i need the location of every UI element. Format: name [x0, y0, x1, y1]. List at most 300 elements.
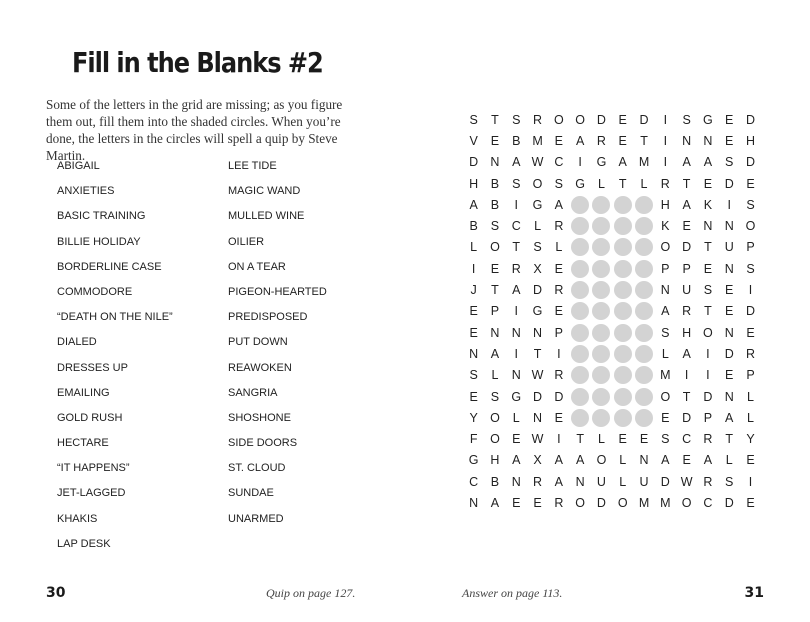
grid-letter: N — [724, 219, 734, 234]
blank-circle[interactable] — [633, 215, 654, 236]
grid-letter: W — [680, 474, 693, 489]
shaded-circle — [592, 217, 610, 235]
shaded-circle — [592, 388, 610, 406]
grid-letter: B — [490, 176, 500, 191]
blank-circle[interactable] — [591, 258, 612, 279]
word-list-item: ABIGAIL — [57, 160, 100, 172]
word-list-item: EMAILING — [57, 386, 110, 399]
grid-letter: L — [597, 432, 605, 447]
grid-letter: S — [512, 176, 521, 191]
grid-letter: D — [724, 176, 734, 191]
grid-letter: S — [725, 474, 734, 489]
shaded-circle — [614, 260, 632, 278]
word-list-item: SANGRIA — [228, 386, 278, 399]
grid-letter: M — [660, 495, 671, 510]
shaded-circle — [635, 366, 653, 384]
grid-letter: N — [511, 474, 521, 489]
grid-letter: E — [746, 453, 755, 468]
grid-letter: N — [490, 155, 500, 170]
shaded-circle — [635, 324, 653, 342]
grid-letter: R — [554, 219, 564, 234]
grid-letter: X — [533, 261, 542, 276]
grid-letter: K — [661, 219, 670, 234]
grid-letter: I — [748, 474, 753, 489]
blank-circle[interactable] — [569, 194, 590, 215]
grid-letter: I — [727, 197, 731, 212]
grid-letter: L — [619, 453, 627, 468]
grid-letter: N — [660, 283, 670, 298]
grid-letter: N — [724, 389, 734, 404]
grid-letter: H — [660, 197, 670, 212]
grid-letter: E — [725, 112, 734, 127]
shaded-circle — [592, 260, 610, 278]
grid-letter: N — [469, 346, 479, 361]
word-list-item: “DEATH ON THE NILE” — [57, 311, 173, 324]
blank-circle[interactable] — [569, 279, 590, 300]
grid-letter: T — [491, 112, 499, 127]
blank-circle[interactable] — [612, 258, 633, 279]
shaded-circle — [571, 302, 589, 320]
page-title: Fill in the Blanks #2 — [72, 46, 323, 79]
grid-letter: O — [490, 410, 500, 425]
grid-letter: E — [618, 112, 627, 127]
grid-letter: I — [684, 368, 689, 383]
grid-letter: O — [575, 112, 585, 127]
grid-letter: L — [640, 176, 648, 191]
blank-circle[interactable] — [569, 237, 590, 258]
grid-letter: A — [682, 197, 691, 212]
word-list-item: DIALED — [57, 336, 97, 349]
blank-circle[interactable] — [591, 407, 612, 428]
word-list-item: PREDISPOSED — [228, 311, 308, 324]
blank-circle[interactable] — [633, 386, 654, 407]
grid-letter: A — [661, 453, 670, 468]
shaded-circle — [592, 345, 610, 363]
grid-letter: L — [661, 346, 669, 361]
grid-letter: E — [618, 432, 627, 447]
shaded-circle — [592, 302, 610, 320]
grid-letter: U — [596, 474, 606, 489]
blank-circle[interactable] — [569, 258, 590, 279]
word-list-item: UNARMED — [228, 512, 284, 525]
grid-letter: E — [469, 325, 478, 340]
grid-letter: P — [554, 325, 563, 340]
grid-letter: G — [468, 453, 479, 468]
grid-letter: E — [512, 495, 521, 510]
grid-letter: S — [725, 155, 734, 170]
shaded-circle — [571, 345, 589, 363]
blank-circle[interactable] — [633, 322, 654, 343]
blank-circle[interactable] — [633, 407, 654, 428]
blank-circle[interactable] — [633, 343, 654, 364]
grid-letter: P — [703, 410, 713, 425]
grid-letter: W — [531, 432, 544, 447]
grid-letter: I — [663, 133, 668, 148]
grid-letter: P — [682, 261, 691, 276]
grid-letter: E — [533, 495, 542, 510]
grid-letter: R — [533, 112, 543, 127]
blank-circle[interactable] — [569, 215, 590, 236]
grid-letter: G — [511, 389, 522, 404]
word-list-column-2 — [228, 158, 327, 536]
grid-letter: T — [576, 432, 584, 447]
grid-letter: K — [703, 197, 713, 212]
grid-letter: E — [682, 453, 691, 468]
grid-letter: P — [746, 368, 755, 383]
word-list-item: SHOSHONE — [228, 411, 291, 424]
grid-letter: S — [682, 112, 691, 127]
shaded-circle — [635, 196, 653, 214]
grid-letter: T — [640, 133, 648, 148]
grid-letter: D — [660, 474, 670, 489]
grid-letter: A — [512, 453, 521, 468]
grid-letter: S — [746, 261, 755, 276]
grid-letter: I — [748, 283, 753, 298]
blank-circle[interactable] — [569, 343, 590, 364]
grid-letter: S — [469, 368, 478, 383]
blank-circle[interactable] — [591, 322, 612, 343]
grid-letter: O — [745, 219, 756, 234]
grid-letter: S — [703, 283, 713, 298]
blank-circle[interactable] — [633, 237, 654, 258]
grid-letter: T — [618, 176, 627, 191]
grid-letter: E — [554, 133, 563, 148]
grid-letter: M — [638, 155, 650, 170]
grid-letter: M — [638, 495, 650, 510]
grid-letter: T — [512, 240, 521, 255]
grid-letter: E — [725, 133, 734, 148]
grid-letter: T — [682, 176, 691, 191]
shaded-circle — [592, 196, 610, 214]
shaded-circle — [571, 366, 589, 384]
grid-letter: H — [745, 133, 756, 148]
grid-letter: Y — [746, 432, 755, 447]
shaded-circle — [614, 409, 632, 427]
blank-circle[interactable] — [612, 343, 633, 364]
shaded-circle — [571, 409, 589, 427]
grid-letter: O — [596, 453, 607, 468]
grid-letter: V — [469, 133, 478, 148]
grid-letter: N — [575, 474, 585, 489]
word-list-item: SIDE DOORS — [228, 437, 298, 450]
grid-letter: B — [512, 133, 521, 148]
blank-circle[interactable] — [591, 386, 612, 407]
instructions: Some of the letters in the grid are missing; as you figure them out, fill them into the shaded circles. When you’re done, the letters in the circles will spell a quip by Steve Martin. — [46, 97, 343, 163]
quip-note: Quip on page 127. — [266, 586, 356, 600]
grid-letter: N — [724, 261, 734, 276]
grid-letter: R — [554, 283, 564, 298]
grid-letter: P — [746, 240, 755, 255]
grid-letter: R — [703, 432, 713, 447]
word-list-item: BASIC TRAINING — [57, 210, 146, 223]
blank-circle[interactable] — [569, 301, 590, 322]
grid-letter: A — [554, 197, 563, 212]
word-list-item: HECTARE — [57, 437, 109, 450]
grid-letter: U — [682, 283, 692, 298]
grid-letter: R — [682, 304, 692, 319]
word-list-item: GOLD RUSH — [57, 411, 123, 424]
blank-circle[interactable] — [591, 215, 612, 236]
word-list-item: ON A TEAR — [228, 260, 286, 273]
grid-letter: D — [533, 389, 543, 404]
grid-letter: E — [490, 261, 500, 276]
grid-letter: O — [575, 495, 585, 510]
blank-circle[interactable] — [612, 365, 633, 386]
grid-letter: F — [469, 432, 478, 447]
blank-circle[interactable] — [591, 194, 612, 215]
shaded-circle — [592, 238, 610, 256]
grid-letter: E — [469, 304, 478, 319]
blank-circle[interactable] — [591, 279, 612, 300]
blank-circle[interactable] — [612, 301, 633, 322]
grid-letter: G — [703, 112, 713, 127]
grid-letter: L — [619, 474, 627, 489]
grid-letter: I — [706, 368, 710, 383]
shaded-circle — [571, 260, 589, 278]
shaded-circle — [571, 217, 589, 235]
shaded-circle — [635, 345, 653, 363]
shaded-circle — [571, 324, 589, 342]
grid-letter: N — [533, 325, 543, 340]
word-list-item: OILIER — [228, 235, 265, 248]
blank-circle[interactable] — [633, 194, 654, 215]
grid-letter: I — [514, 346, 518, 361]
word-list-item: PUT DOWN — [228, 336, 288, 349]
grid-letter: R — [554, 495, 564, 510]
grid-letter: O — [553, 112, 564, 127]
grid-letter: L — [512, 410, 520, 425]
grid-letter: E — [725, 304, 734, 319]
word-list-item: MAGIC WAND — [228, 185, 301, 198]
grid-letter: P — [490, 304, 500, 319]
grid-letter: L — [747, 389, 754, 404]
grid-letter: R — [596, 133, 606, 148]
grid-letter: D — [745, 112, 756, 127]
blank-circle[interactable] — [612, 386, 633, 407]
grid-letter: B — [490, 197, 500, 212]
grid-letter: I — [663, 155, 668, 170]
grid-letter: S — [661, 432, 670, 447]
grid-letter: Y — [469, 410, 478, 425]
grid-letter: E — [554, 304, 563, 319]
blank-circle[interactable] — [569, 322, 590, 343]
shaded-circle — [635, 388, 653, 406]
grid-letter: A — [703, 155, 713, 170]
grid-letter: N — [682, 133, 692, 148]
grid-letter: I — [663, 112, 668, 127]
grid-letter: R — [660, 176, 670, 191]
blank-circle[interactable] — [612, 215, 633, 236]
blank-circle[interactable] — [612, 322, 633, 343]
grid-letter: S — [554, 176, 563, 191]
word-list-item: KHAKIS — [57, 512, 98, 525]
shaded-circle — [571, 238, 589, 256]
blank-circle[interactable] — [591, 237, 612, 258]
shaded-circle — [592, 281, 610, 299]
shaded-circle — [614, 281, 632, 299]
shaded-circle — [592, 366, 610, 384]
grid-letter: D — [533, 283, 543, 298]
shaded-circle — [592, 409, 610, 427]
shaded-circle — [571, 196, 589, 214]
grid-letter: W — [531, 368, 544, 383]
blank-circle[interactable] — [612, 237, 633, 258]
grid-letter: A — [682, 155, 691, 170]
blank-circle[interactable] — [633, 301, 654, 322]
blank-circle[interactable] — [612, 194, 633, 215]
grid-letter: D — [596, 112, 606, 127]
grid-letter: I — [706, 346, 710, 361]
grid-letter: N — [469, 495, 479, 510]
grid-letter: L — [470, 240, 478, 255]
grid-letter: A — [618, 155, 627, 170]
grid-letter: D — [469, 155, 479, 170]
word-list-item: SUNDAE — [228, 487, 274, 500]
shaded-circle — [635, 217, 653, 235]
grid-letter: O — [703, 325, 713, 340]
grid-letter: L — [597, 176, 605, 191]
grid-letter: T — [704, 304, 712, 319]
grid-letter: S — [533, 240, 542, 255]
grid-letter: L — [555, 240, 563, 255]
grid-letter: D — [724, 346, 734, 361]
grid-letter: I — [557, 346, 561, 361]
grid-letter: C — [469, 474, 479, 489]
word-list-item: LEE TIDE — [228, 160, 277, 172]
blank-circle[interactable] — [633, 258, 654, 279]
blank-circle[interactable] — [591, 343, 612, 364]
shaded-circle — [614, 345, 632, 363]
grid-letter: E — [703, 261, 713, 276]
grid-letter: O — [532, 176, 543, 191]
grid-letter: N — [703, 133, 713, 148]
word-list-item: “IT HAPPENS” — [57, 462, 130, 475]
blank-circle[interactable] — [569, 407, 590, 428]
grid-letter: C — [682, 432, 692, 447]
grid-letter: O — [490, 240, 500, 255]
grid-letter: E — [469, 389, 478, 404]
grid-letter: A — [490, 346, 500, 361]
grid-letter: S — [512, 112, 521, 127]
grid-letter: M — [532, 133, 543, 148]
grid-letter: B — [490, 474, 500, 489]
blank-circle[interactable] — [591, 365, 612, 386]
grid-letter: X — [533, 453, 542, 468]
answer-note: Answer on page 113. — [462, 586, 563, 600]
grid-letter: T — [704, 240, 712, 255]
grid-letter: M — [660, 368, 671, 383]
grid-letter: N — [533, 410, 543, 425]
grid-letter: A — [575, 133, 585, 148]
left-page-number: 30 — [46, 585, 66, 601]
grid-letter: E — [725, 368, 734, 383]
shaded-circle — [614, 217, 632, 235]
word-list-column-1 — [57, 158, 173, 561]
shaded-circle — [614, 366, 632, 384]
blank-circle[interactable] — [633, 365, 654, 386]
grid-letter: D — [745, 304, 756, 319]
grid-letter: E — [661, 410, 670, 425]
grid-letter: I — [557, 432, 561, 447]
word-list-item: MULLED WINE — [228, 210, 305, 223]
grid-letter: A — [725, 410, 734, 425]
word-list-item: ST. CLOUD — [228, 462, 286, 475]
blank-circle[interactable] — [633, 279, 654, 300]
grid-letter: J — [470, 283, 477, 298]
grid-letter: G — [532, 304, 543, 319]
grid-letter: E — [746, 176, 755, 191]
grid-letter: E — [682, 219, 691, 234]
grid-letter: H — [490, 453, 500, 468]
shaded-circle — [635, 409, 653, 427]
grid-letter: N — [490, 325, 500, 340]
grid-letter: N — [511, 325, 521, 340]
grid-letter: N — [639, 453, 649, 468]
shaded-circle — [635, 238, 653, 256]
blank-circle[interactable] — [612, 279, 633, 300]
grid-letter: I — [471, 261, 476, 276]
grid-letter: S — [661, 325, 670, 340]
grid-letter: E — [554, 410, 563, 425]
grid-letter: T — [682, 389, 691, 404]
shaded-circle — [571, 388, 589, 406]
grid-letter: D — [703, 389, 713, 404]
grid-letter: G — [596, 155, 607, 170]
blank-circle[interactable] — [591, 301, 612, 322]
grid-letter: U — [724, 240, 734, 255]
grid-letter: S — [490, 389, 500, 404]
blank-circle[interactable] — [569, 365, 590, 386]
grid-letter: E — [490, 133, 500, 148]
grid-letter: D — [724, 495, 734, 510]
grid-letter: R — [511, 261, 521, 276]
grid-letter: O — [660, 389, 671, 404]
grid-letter: A — [682, 346, 691, 361]
grid-letter: A — [512, 283, 521, 298]
word-list-item: LAP DESK — [57, 537, 111, 550]
grid-letter: G — [532, 197, 543, 212]
grid-letter: L — [491, 368, 499, 383]
right-page — [405, 0, 810, 622]
grid-letter: D — [682, 410, 692, 425]
word-list-item: ANXIETIES — [57, 185, 115, 198]
grid-letter: S — [469, 112, 478, 127]
grid-letter: E — [618, 133, 627, 148]
grid-letter: A — [575, 453, 585, 468]
word-list-item: REAWOKEN — [228, 361, 292, 374]
grid-letter: H — [469, 176, 479, 191]
grid-letter: A — [469, 197, 478, 212]
grid-letter: S — [490, 219, 500, 234]
blank-circle[interactable] — [612, 407, 633, 428]
grid-letter: R — [745, 346, 756, 361]
grid-letter: O — [490, 432, 500, 447]
grid-letter: D — [639, 112, 649, 127]
grid-letter: A — [554, 453, 563, 468]
grid-letter: T — [533, 346, 542, 361]
grid-letter: S — [746, 197, 755, 212]
grid-letter: A — [512, 155, 521, 170]
blank-circle[interactable] — [569, 386, 590, 407]
grid-letter: D — [554, 389, 564, 404]
grid-letter: D — [682, 240, 692, 255]
shaded-circle — [571, 281, 589, 299]
grid-letter: E — [725, 283, 734, 298]
grid-letter: I — [514, 197, 518, 212]
grid-letter: U — [639, 474, 649, 489]
grid-letter: D — [745, 155, 756, 170]
grid-letter: I — [514, 304, 518, 319]
